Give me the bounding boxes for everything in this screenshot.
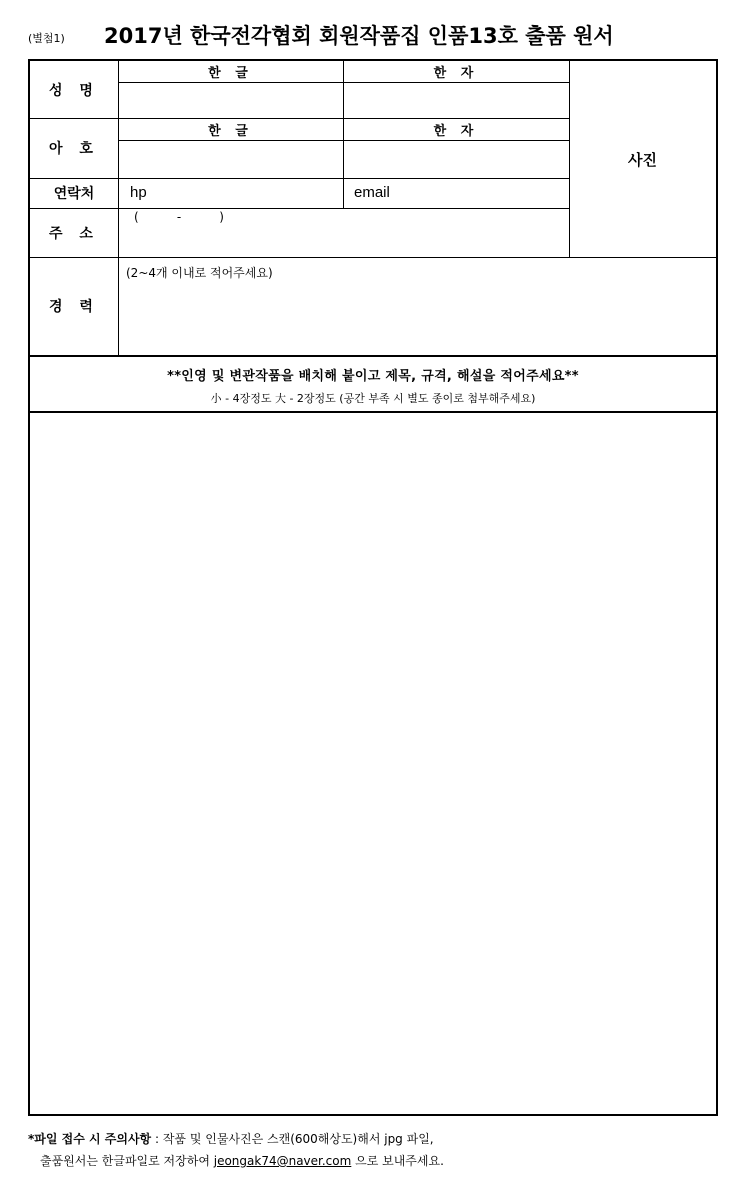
notice-line-1	[28, 1128, 728, 1150]
address-postcode-hint: ( - )	[134, 210, 224, 224]
notice-line-2	[28, 1150, 728, 1172]
name-label: 성 명	[49, 82, 99, 99]
attachment-label: (별첨1)	[28, 32, 65, 45]
name-hanja-header: 한 자	[433, 66, 479, 81]
career-label: 경 력	[49, 299, 99, 315]
email-field-label: email	[354, 184, 390, 201]
notice-text-1: : 작품 및 인물사진은 스캔(600해상도)해서 jpg 파일,	[151, 1132, 434, 1146]
pen-hangul-header: 한 글	[208, 123, 253, 139]
hp-field-label: hp	[130, 184, 147, 201]
rule-label-column	[118, 61, 119, 355]
rule-career-bottom	[30, 355, 716, 357]
career-hint: (2~4개 이내로 적어주세요)	[126, 266, 273, 280]
email-link[interactable]: jeongak74@naver.com	[213, 1154, 352, 1168]
contact-label: 연락처	[53, 186, 95, 202]
name-hangul-header: 한 글	[208, 66, 253, 81]
rule-address-bottom	[30, 257, 716, 258]
photo-box-label: 사진	[628, 150, 657, 169]
document-title: 2017년 한국전각협회 회원작품집 인품13호 출품 원서	[104, 24, 614, 48]
document-header	[28, 18, 718, 52]
notice-text-2: 출품원서는 한글파일로 저장하여	[40, 1154, 214, 1168]
work-size-guide: 小 - 4장정도 大 - 2장정도 (공간 부족 시 별도 종이로 첨부해주세요)	[210, 392, 536, 405]
notice-heading: 파일 접수 시 주의사항	[34, 1132, 152, 1146]
address-label: 주 소	[49, 225, 99, 242]
work-instruction: **인영 및 변관작품을 배치해 붙이고 제목, 규격, 해설을 적어주세요**	[167, 369, 579, 384]
notice-text-3: 으로 보내주세요.	[351, 1154, 444, 1168]
pen-name-label: 아 호	[49, 141, 99, 157]
pen-hanja-header: 한 자	[433, 123, 479, 139]
notice-bullet: *	[28, 1132, 35, 1146]
artwork-area	[30, 413, 716, 1114]
submission-notice	[28, 1128, 728, 1172]
application-form	[28, 59, 718, 1116]
rule-contact-divider	[343, 178, 344, 208]
